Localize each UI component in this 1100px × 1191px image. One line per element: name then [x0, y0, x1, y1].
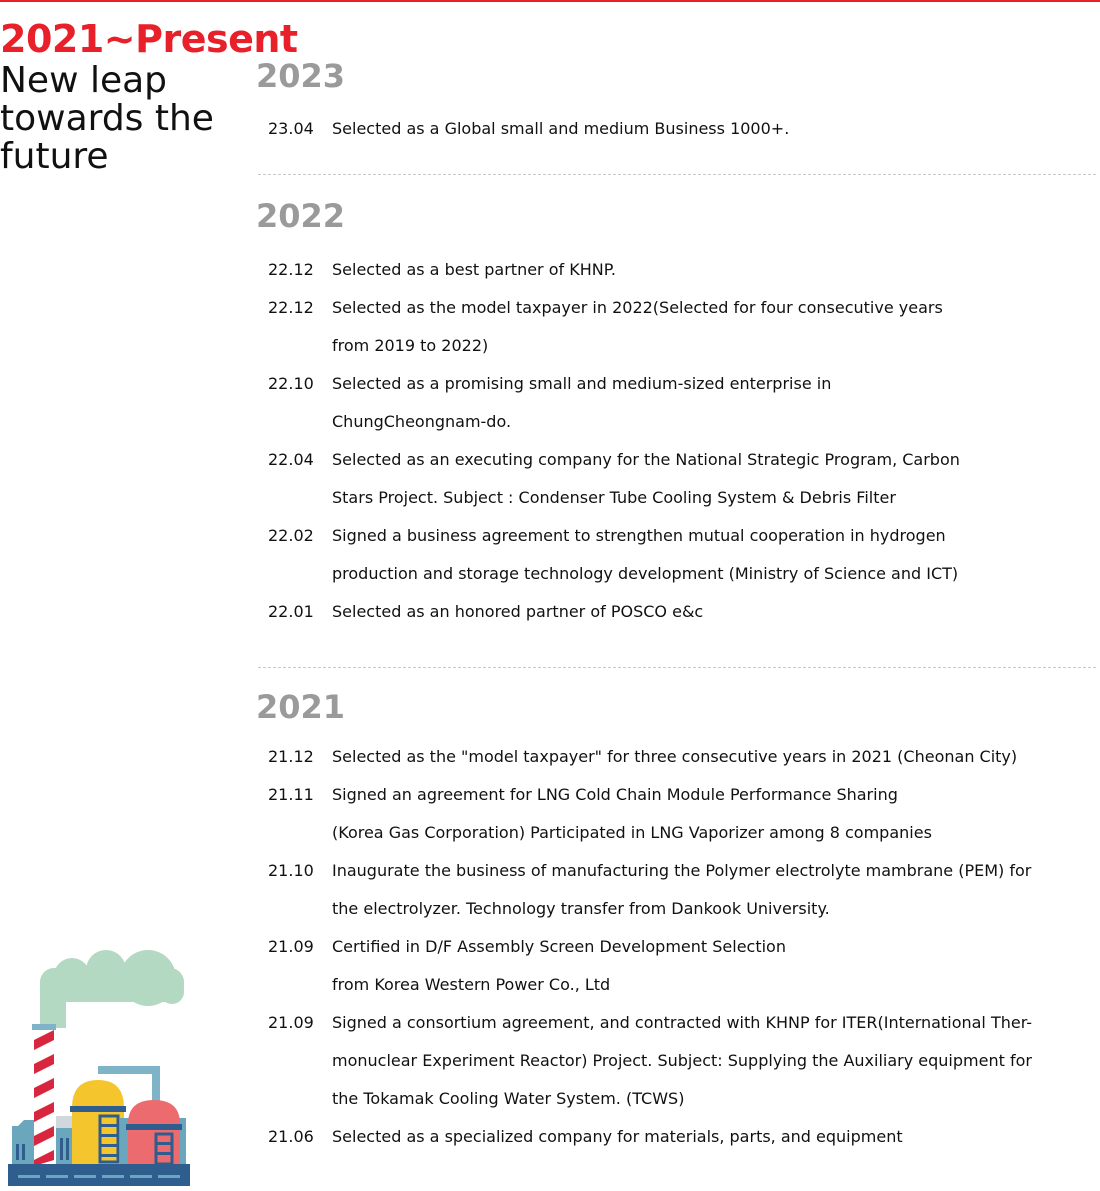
- event-date: 22.01: [268, 602, 314, 621]
- event-description: [332, 110, 1092, 148]
- event-line: the Tokamak Cooling Water System. (TCWS): [332, 1089, 685, 1108]
- event-line: from 2019 to 2022): [332, 336, 489, 355]
- event-date: 21.09: [268, 937, 314, 956]
- event-line: Selected as the "model taxpayer" for three consecutive years in 2021 (Cheonan City): [332, 747, 1018, 766]
- event-line: monuclear Experiment Reactor) Project. Subject: Supplying the Auxiliary equipment for: [332, 1051, 1032, 1070]
- event-date: 21.10: [268, 861, 314, 880]
- event-description: [332, 441, 1092, 517]
- tagline: [0, 62, 240, 176]
- event-line: ChungCheongnam-do.: [332, 412, 512, 431]
- event-description: [332, 251, 1092, 289]
- event-date: 21.09: [268, 1013, 314, 1032]
- red-tank: [120, 1100, 186, 1166]
- event-line: Selected as a best partner of KHNP.: [332, 260, 616, 279]
- event-date: 22.04: [268, 450, 314, 469]
- event-line: Selected as a Global small and medium Business 1000+.: [332, 119, 790, 138]
- top-accent-line: [0, 0, 1100, 2]
- event-line: (Korea Gas Corporation) Participated in LNG Vaporizer among 8 companies: [332, 823, 932, 842]
- event-date: 21.06: [268, 1127, 314, 1146]
- event-line: Signed a business agreement to strengthen mutual cooperation in hydrogen: [332, 526, 946, 545]
- event-description: [332, 928, 1092, 1004]
- event-date: 23.04: [268, 119, 314, 138]
- striped-chimney: [32, 1024, 56, 1166]
- event-line: Certified in D/F Assembly Screen Development Selection: [332, 937, 786, 956]
- cloud-shape: [40, 950, 184, 1028]
- event-line: Selected as an executing company for the National Strategic Program, Carbon: [332, 450, 960, 469]
- event-date: 22.12: [268, 260, 314, 279]
- event-date: 22.12: [268, 298, 314, 317]
- factory-base: [8, 1164, 190, 1186]
- tagline-line: New leap: [0, 60, 168, 101]
- event-description: [332, 593, 1092, 631]
- event-line: Inaugurate the business of manufacturing the Polymer electrolyte mambrane (PEM) for: [332, 861, 1032, 880]
- year-heading: 2022: [256, 197, 346, 235]
- event-line: Signed an agreement for LNG Cold Chain Module Performance Sharing: [332, 785, 898, 804]
- tagline-line: future: [0, 136, 109, 177]
- event-line: Selected as a promising small and medium-sized enterprise in: [332, 374, 832, 393]
- event-description: [332, 365, 1092, 441]
- event-date: 21.12: [268, 747, 314, 766]
- event-description: [332, 517, 1092, 593]
- year-heading: 2023: [256, 57, 346, 95]
- event-description: [332, 852, 1092, 928]
- event-date: 22.02: [268, 526, 314, 545]
- yellow-tank: [70, 1080, 126, 1166]
- event-description: [332, 1118, 1092, 1156]
- event-line: Stars Project. Subject : Condenser Tube Cooling System & Debris Filter: [332, 488, 896, 507]
- event-line: Selected as an honored partner of POSCO e&c: [332, 602, 704, 621]
- section-divider: [258, 667, 1096, 668]
- event-date: 22.10: [268, 374, 314, 393]
- event-line: Signed a consortium agreement, and contracted with KHNP for ITER(International Ther-: [332, 1013, 1033, 1032]
- event-description: [332, 776, 1092, 852]
- factory-icon: [6, 948, 196, 1188]
- year-heading: 2021: [256, 688, 346, 726]
- event-line: production and storage technology development (Ministry of Science and ICT): [332, 564, 959, 583]
- section-divider: [258, 174, 1096, 175]
- event-description: [332, 289, 1092, 365]
- period-title: 2021~Present: [0, 17, 298, 61]
- event-line: the electrolyzer. Technology transfer from Dankook University.: [332, 899, 830, 918]
- event-date: 21.11: [268, 785, 314, 804]
- tagline-line: towards the: [0, 98, 214, 139]
- event-line: from Korea Western Power Co., Ltd: [332, 975, 611, 994]
- event-line: Selected as a specialized company for materials, parts, and equipment: [332, 1127, 903, 1146]
- event-line: Selected as the model taxpayer in 2022(Selected for four consecutive years: [332, 298, 943, 317]
- event-description: [332, 738, 1092, 776]
- event-description: [332, 1004, 1092, 1118]
